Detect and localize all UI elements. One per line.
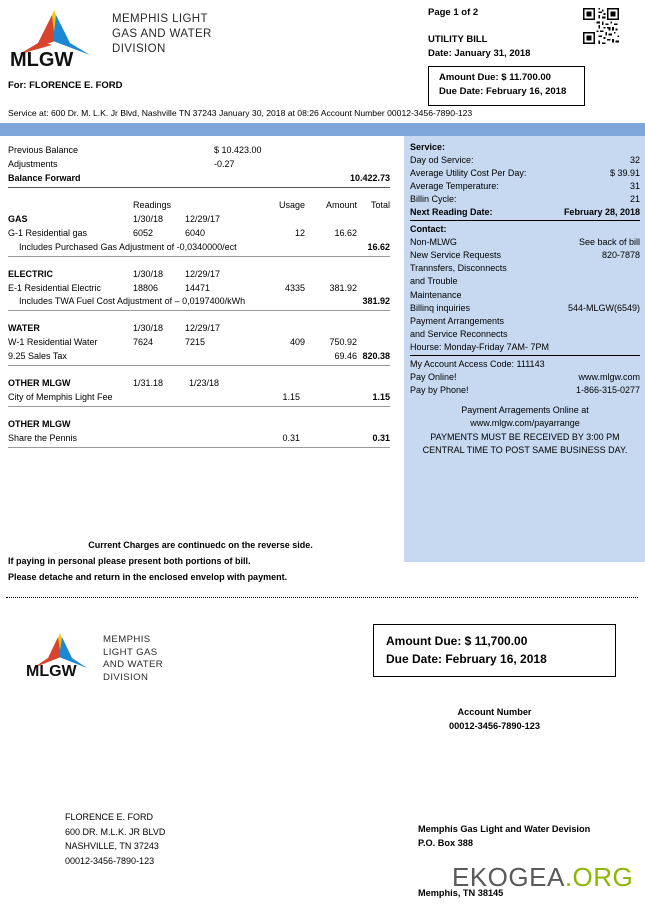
charges-column-headers [8, 199, 390, 213]
charge-desc: Share the Pennis [8, 433, 78, 443]
svg-text:MLGW: MLGW [10, 49, 74, 68]
charge-reading-1: 7624 [133, 337, 154, 348]
col-readings: Readings [133, 199, 172, 210]
contact-row [410, 249, 640, 262]
charge-line [8, 227, 390, 241]
contact-row [410, 236, 640, 249]
charge-total [357, 227, 390, 241]
service-row [410, 180, 640, 193]
charge-reading-2: 6040 [185, 227, 206, 238]
charge-line [8, 432, 390, 446]
service-row-label: Billin Cycle: [410, 194, 457, 205]
adjustments-spacer [310, 158, 390, 172]
panel-divider [410, 355, 640, 356]
col-usage: Usage [278, 199, 305, 210]
service-row-value: 32 [629, 155, 640, 166]
section-title-row [8, 322, 390, 336]
remit-po-box: P.O. Box 388 [418, 838, 473, 849]
charge-note-total: 381.92 [362, 296, 390, 307]
contact-note: and Trouble [410, 276, 458, 287]
watermark-part-1: EKOGEA [452, 862, 565, 892]
bill-type-block [428, 33, 530, 62]
billing-inquiries-value: 544-MLGW(6549) [567, 302, 640, 313]
tear-off-dotted-line [6, 597, 638, 598]
amount-due-top: Amount Due: $ 11.700.00 [439, 72, 551, 83]
contact-row-value: 820-7878 [601, 250, 640, 261]
due-date-top: Due Date: February 16, 2018 [439, 86, 567, 98]
bill-date: Date: January 31, 2018 [428, 48, 531, 60]
section-title: ELECTRIC [8, 268, 53, 279]
mlgw-logo-icon [8, 6, 100, 68]
section-title-row [8, 377, 390, 391]
billing-inquiries-row [410, 302, 640, 315]
billing-inquiries-label: Billinq inquiries [410, 302, 471, 313]
adjustments-row [8, 158, 390, 172]
charge-line [8, 350, 390, 364]
customer-for-line: For: FLORENCE E. FORD [8, 80, 123, 91]
charge-desc: City of Memphis Light Fee [8, 392, 113, 403]
charge-line [8, 282, 390, 296]
charge-usage: 12 [294, 227, 305, 238]
amount-due-box-top [428, 66, 585, 106]
charge-desc: E-1 Residential Electric [8, 282, 102, 293]
pay-online-url[interactable]: www.mlgw.com [578, 371, 640, 382]
contact-row-value: See back of bill [578, 237, 640, 248]
notice-line-2: If paying in personal please present both portions of bill. [8, 555, 251, 566]
notice-line-3: Please detache and return in the enclosed envelop with payment. [8, 571, 288, 582]
previous-balance-row [8, 144, 390, 158]
charge-total: 1.15 [372, 392, 390, 403]
charge-line [8, 336, 390, 350]
charge-amount: 16.62 [334, 227, 357, 238]
brand-stub-line-3: AND WATER [103, 659, 164, 671]
service-address-line: Service at: 600 Dr. M. L.K. Jr Blvd, Nashville TN 37243 January 30, 2018 at 08:26 Account Number 00012-3456-7890-123 [8, 108, 473, 118]
col-amount: Amount [325, 199, 357, 210]
charge-total [357, 336, 390, 350]
col-blank [8, 199, 133, 213]
brand-stub-line-4: DIVISION [103, 671, 149, 683]
section-date-1: 1/30/18 [133, 268, 164, 279]
section-title: OTHER MLGW [8, 378, 71, 389]
col-total: Total [370, 199, 390, 210]
service-row-value: $ 39.91 [609, 168, 640, 179]
section-date-2: 12/29/17 [185, 323, 221, 334]
section-title: GAS [8, 213, 28, 224]
customer-city-state-zip: NASHVILLE, TN 37243 [65, 841, 159, 852]
bill-type-label: UTILITY BILL [428, 34, 488, 45]
service-panel-heading: Service: [410, 142, 446, 152]
customer-name: FLORENCE E. FORD [65, 812, 154, 822]
bill-header [0, 0, 645, 118]
adjustments-value: -0.27 [214, 158, 235, 169]
service-row-label: Average Utility Cost Per Day: [410, 168, 527, 179]
customer-address-block [65, 810, 165, 868]
brand-wordmark [112, 12, 212, 58]
info-side-panel [404, 136, 645, 562]
previous-balance-spacer [310, 144, 390, 158]
page-count: Page 1 of 2 [428, 7, 479, 18]
pay-online-label: Pay Online! [410, 371, 457, 382]
section-date-2: 12/29/17 [185, 213, 221, 224]
charge-desc: W-1 Residential Water [8, 337, 98, 348]
payment-arrangements-note: Payment Arragements Online at [461, 404, 589, 415]
account-number-block [373, 706, 616, 734]
charge-reading-1: 6052 [133, 227, 154, 238]
ekogea-watermark [452, 862, 633, 893]
charge-note-row [8, 295, 390, 309]
panel-spacer [410, 397, 640, 404]
charge-note-total: 16.62 [367, 241, 391, 252]
customer-account-number: 00012-3456-7890-123 [65, 855, 155, 866]
charge-reading-1: 18806 [133, 282, 159, 293]
payment-deadline-note: PAYMENTS MUST BE RECEIVED BY 3:00 PM [430, 431, 620, 442]
contact-note: Maintenance [410, 289, 462, 300]
section-title: OTHER MLGW [8, 419, 71, 430]
amount-due-stub: Amount Due: $ 11,700.00 [386, 634, 528, 648]
pay-by-phone-label: Pay by Phone! [410, 384, 469, 395]
section-title-row [8, 213, 390, 227]
charge-usage: 409 [289, 337, 305, 348]
charge-total: 0.31 [372, 433, 390, 443]
charge-reading-2: 7215 [185, 337, 206, 348]
section-title-row [8, 268, 390, 282]
balance-forward-label: Balance Forward [8, 172, 81, 183]
pay-by-phone-number: 1-866-315-0277 [575, 384, 640, 395]
brand-line-2: GAS AND WATER [112, 28, 212, 41]
spacer [8, 407, 390, 418]
brand-line-1: MEMPHIS LIGHT [112, 13, 208, 25]
charge-amount: 1.15 [282, 392, 300, 403]
charge-desc: G-1 Residential gas [8, 227, 88, 238]
bill-notices [8, 538, 393, 585]
header-blue-band [0, 123, 645, 136]
spacer [8, 311, 390, 322]
due-date-stub: Due Date: February 16, 2018 [386, 652, 547, 667]
col-readings-spacer [185, 199, 247, 213]
section-title-row [8, 418, 390, 432]
service-row [410, 193, 640, 206]
charge-usage: 4335 [284, 282, 305, 293]
next-reading-row [410, 206, 640, 219]
remittance-address-block [418, 822, 590, 851]
charge-line [8, 391, 390, 405]
charge-total: 820.38 [362, 351, 390, 362]
section-date-2: 12/29/17 [185, 268, 221, 279]
contact-panel-heading: Contact: [410, 224, 447, 235]
contact-note: and Service Reconnects [410, 328, 508, 339]
next-reading-label: Next Reading Date: [410, 207, 493, 218]
notice-line-1: Current Charges are continuedc on the reverse side. [88, 540, 313, 550]
pay-by-phone-row [410, 384, 640, 397]
contact-row-label: Non-MLWG [410, 237, 457, 248]
balance-forward-value: 10.422.73 [349, 172, 390, 183]
charge-total [357, 282, 390, 296]
brand-line-3: DIVISION [112, 43, 166, 56]
payment-arrangements-url[interactable]: www.mlgw.com/payarrange [470, 418, 580, 429]
qr-code-icon [583, 8, 619, 44]
contact-note: Trannsfers, Disconnects [410, 263, 507, 274]
amount-due-box-stub [373, 624, 616, 677]
adjustments-label: Adjustments [8, 158, 58, 169]
section-date-1: 1/30/18 [133, 323, 164, 334]
section-title: WATER [8, 323, 40, 334]
charge-amount: 69.46 [334, 351, 357, 362]
previous-balance-label: Previous Balance [8, 145, 79, 155]
account-access-code: My Account Access Code: 111143 [410, 358, 545, 369]
service-row [410, 167, 640, 180]
section-date-2: 1/23/18 [189, 378, 220, 389]
section-date-1: 1/31.18 [133, 378, 164, 389]
contact-hours: Hourse: Monday-Friday 7AM- 7PM [410, 341, 550, 352]
brand-stub-line-2: LIGHT GAS [103, 646, 158, 658]
remit-city-state-zip: Memphis, TN 38145 [418, 888, 504, 898]
brand-stub-line-1: MEMPHIS [103, 634, 151, 645]
service-row-value: 31 [629, 181, 640, 192]
spacer [8, 257, 390, 268]
mlgw-logo-icon-stub [26, 630, 94, 678]
payment-deadline-note: CENTRAL TIME TO POST SAME BUSINESS DAY. [422, 445, 628, 456]
next-reading-value: February 28, 2018 [563, 207, 640, 218]
spacer [8, 188, 390, 199]
service-row-label: Average Temperature: [410, 181, 499, 192]
charge-note-row [8, 241, 390, 255]
service-row [410, 154, 640, 167]
remit-company: Memphis Gas Light and Water Devision [418, 824, 591, 834]
charge-amount: 381.92 [329, 282, 357, 293]
charge-reading-2: 14471 [185, 282, 211, 293]
charge-note: Includes TWA Fuel Cost Adjustment of – 0,0197400/kWh [19, 296, 246, 307]
contact-note: Payment Arrangements [410, 315, 505, 326]
charges-section [8, 144, 390, 448]
charge-amount: 0.31 [282, 433, 300, 443]
previous-balance-value: $ 10.423.00 [214, 145, 262, 155]
balance-forward-row [8, 172, 390, 186]
charge-note: Includes Purchased Gas Adjustment of -0,0340000/ect [19, 241, 237, 252]
customer-street: 600 DR. M.L.K. JR BLVD [65, 826, 166, 837]
balance-forward-spacer [200, 172, 310, 186]
service-row-label: Day od Service: [410, 155, 474, 166]
service-row-value: 21 [629, 194, 640, 205]
contact-row-label: New Service Requests [410, 250, 502, 261]
pay-online-row[interactable] [410, 371, 640, 384]
spacer [8, 366, 390, 377]
charge-desc: 9.25 Sales Tax [8, 351, 67, 362]
brand-wordmark-stub [103, 634, 163, 685]
watermark-part-2: .ORG [564, 862, 634, 892]
account-number-value: 00012-3456-7890-123 [449, 720, 540, 731]
svg-text:MLGW: MLGW [26, 663, 77, 678]
charge-amount: 750.92 [329, 337, 357, 348]
section-divider [8, 447, 390, 448]
panel-divider [410, 220, 640, 221]
section-date-1: 1/30/18 [133, 213, 164, 224]
account-number-label: Account Number [457, 707, 532, 717]
